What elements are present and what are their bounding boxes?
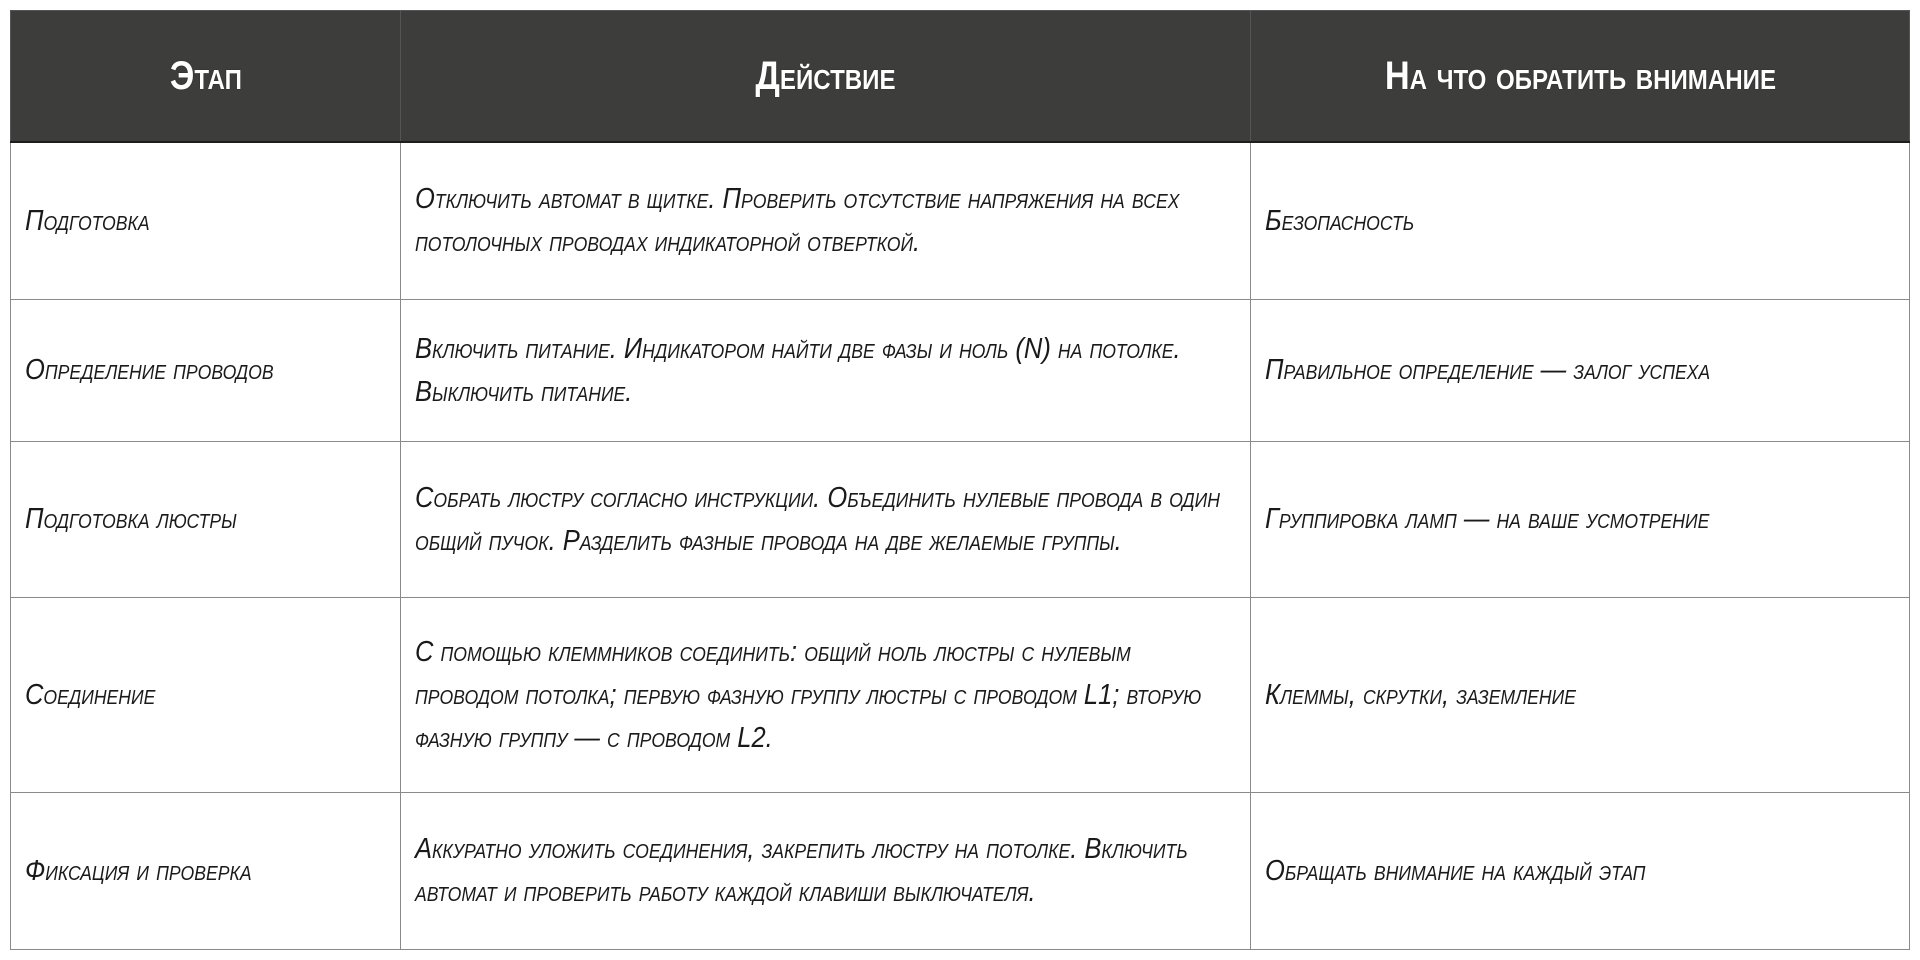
table-body [11,142,1910,950]
action-text: С помощью клеммников соединить: общий ноль люстры с нулевым проводом потолка; первую фазную группу люстры с проводом L1; вторую фазную группу — с проводом L2. [415,635,1202,754]
cell-attention [1251,442,1910,598]
cell-stage [11,598,401,793]
action-text: Включить питание. Индикатором найти две фазы и ноль (N) на потолке. Выключить питание. [415,332,1181,408]
column-header-stage-label: Этап [169,53,242,98]
table-row [11,793,1910,950]
cell-action [401,442,1251,598]
instruction-table-container [10,10,1909,950]
table-row [11,598,1910,793]
column-header-action [401,11,1251,143]
action-text: Отключить автомат в щитке. Проверить отсутствие напряжения на всех потолочных проводах индикаторной отверткой. [415,183,1180,258]
cell-stage [11,142,401,300]
attention-text: Безопасность [1265,204,1415,237]
header-row [11,11,1910,143]
stage-text: Подготовка [25,204,150,237]
table-row [11,300,1910,442]
cell-action [401,300,1251,442]
action-text: Аккуратно уложить соединения, закрепить люстру на потолке. Включить автомат и проверить работу каждой клавиши выключателя. [415,833,1188,908]
cell-attention [1251,793,1910,950]
attention-text: Группировка ламп — на ваше усмотрение [1265,503,1710,535]
attention-text: Обращать внимание на каждый этап [1265,854,1646,887]
cell-action [401,598,1251,793]
attention-text: Клеммы, скрутки, заземление [1265,678,1576,711]
cell-attention [1251,142,1910,300]
cell-stage [11,300,401,442]
stage-text: Соединение [25,678,156,711]
table-header [11,11,1910,143]
stage-text: Подготовка люстры [25,503,237,535]
cell-action [401,142,1251,300]
cell-action [401,793,1251,950]
stage-text: Фиксация и проверка [25,854,252,887]
column-header-attention [1251,11,1910,143]
column-header-stage [11,11,401,143]
stage-text: Определение проводов [25,354,274,386]
cell-stage [11,442,401,598]
table-row [11,142,1910,300]
column-header-attention-label: На что обратить внимание [1384,53,1776,98]
chandelier-installation-table [10,10,1910,950]
cell-attention [1251,300,1910,442]
table-row [11,442,1910,598]
cell-stage [11,793,401,950]
attention-text: Правильное определение — залог успеха [1265,354,1711,386]
action-text: Собрать люстру согласно инструкции. Объединить нулевые провода в один общий пучок. Разделить фазные провода на две желаемые группы. [415,481,1220,557]
column-header-action-label: Действие [755,53,896,98]
cell-attention [1251,598,1910,793]
